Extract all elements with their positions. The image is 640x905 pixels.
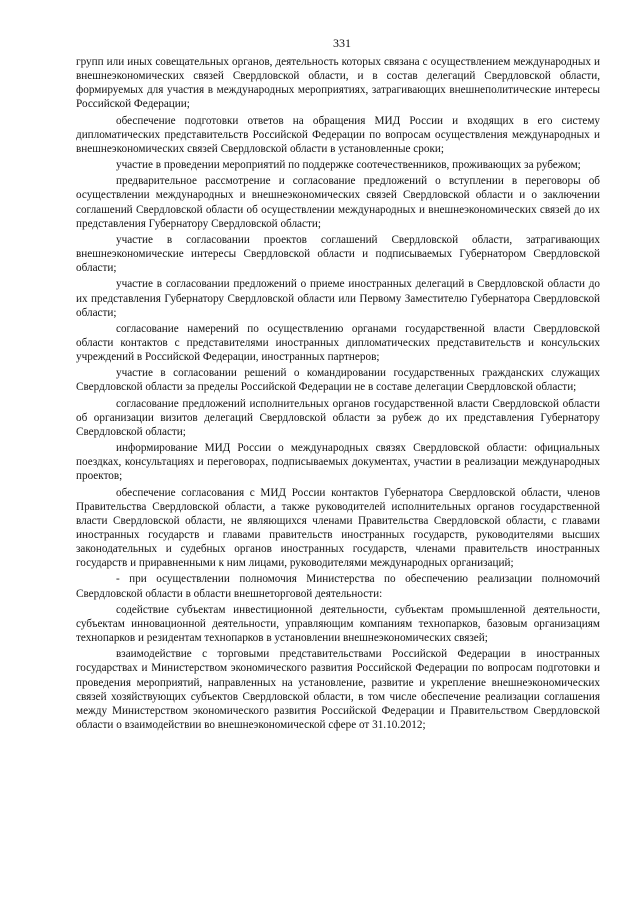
paragraph: информирование МИД России о международных связях Свердловской области: официальных поездках, консультациях и переговорах, подписываемых документах, участии в реализации международных проектов; [76, 442, 600, 483]
paragraph: предварительное рассмотрение и согласование предложений о вступлении в переговоры об осуществлении международных и внешнеэкономических связей Свердловской области и о заключении соглашений Свердловской области об осуществлении международных и внешнеэкономических связей до их представления Губернатору Свердловской области; [76, 175, 600, 230]
page-number: 331 [333, 36, 351, 50]
document-body [76, 55, 600, 732]
paragraph-continuation: групп или иных совещательных органов, деятельность которых связана с осуществлением международных и внешнеэкономических связей Свердловской области, и в состав делегаций Свердловской области, формируемых для участия в международных мероприятиях, затрагивающих внешнеполитические интересы Российской Федерации; [76, 56, 600, 111]
paragraph: участие в проведении мероприятий по поддержке соотечественников, проживающих за рубежом; [116, 159, 581, 172]
list-item-dash: - при осуществлении полномочия Министерства по обеспечению реализации полномочий Свердловской области в области внешнеторговой деятельности: [76, 573, 600, 600]
paragraph: участие в согласовании проектов соглашений Свердловской области, затрагивающих внешнеэкономические интересы Свердловской области и подписываемых Губернатором Свердловской области; [76, 233, 600, 275]
paragraph: обеспечение согласования с МИД России контактов Губернатора Свердловской области, членов Правительства Свердловской области, а также руководителей исполнительных органов государственной власти Свердловской области, не являющихся членами Правительства Свердловской области, с главами иностранных государств и главами правительств иностранных государств, руководителями высших законодательных и судебных органов иностранных государств, членами правительств иностранных государств и приравненными к ним лицами, руководителями международных организаций; [76, 486, 600, 570]
paragraph: участие в согласовании решений о командировании государственных гражданских служащих Свердловской области за пределы Российской Федерации не в составе делегации Свердловской области; [76, 367, 600, 394]
paragraph: обеспечение подготовки ответов на обращения МИД России и входящих в его систему дипломатических представительств Российской Федерации по вопросам осуществления международных и внешнеэкономических связей Свердловской области в установленные сроки; [76, 114, 600, 155]
paragraph: взаимодействие с торговыми представительствами Российской Федерации в иностранных государствах и Министерством экономического развития Российской Федерации по вопросам подготовки и проведения мероприятий, направленных на установление, развитие и укрепление внешнеэкономических связей хозяйствующих субъектов Свердловской области, в том числе обеспечение реализации соглашения между Министерством экономического развития Российской Федерации и Правительством Свердловской области о взаимодействии во внешнеэкономической сфере от 31.10.2012; [76, 648, 600, 732]
paragraph: согласование предложений исполнительных органов государственной власти Свердловской области об организации визитов делегаций Свердловской области за рубеж до их представления Губернатору Свердловской области; [76, 397, 600, 438]
paragraph: согласование намерений по осуществлению органами государственной власти Свердловской области контактов с представителями иностранных дипломатических представительств и консульских учреждений в Российской Федерации, иностранных партнеров; [76, 322, 600, 364]
paragraph: содействие субъектам инвестиционной деятельности, субъектам промышленной деятельности, субъектам инновационной деятельности, управляющим компаниям технопарков, базовым организациям технопарков и резидентам технопарков в установлении внешнеэкономических связей; [76, 603, 600, 645]
paragraph: участие в согласовании предложений о приеме иностранных делегаций в Свердловской области до их представления Губернатору Свердловской области или Первому Заместителю Губернатора Свердловской области; [76, 278, 600, 319]
